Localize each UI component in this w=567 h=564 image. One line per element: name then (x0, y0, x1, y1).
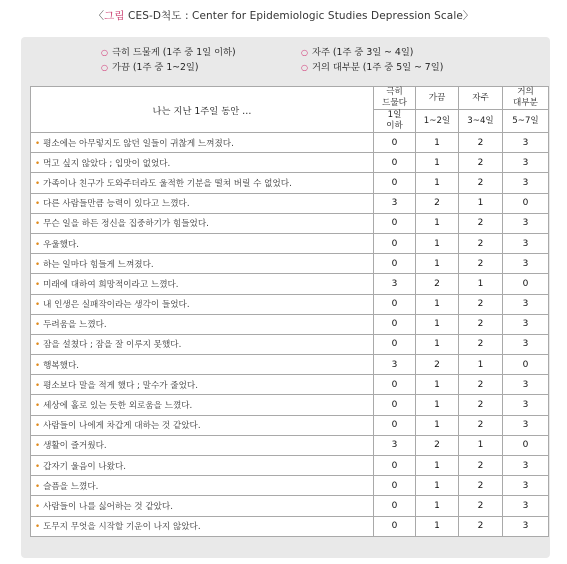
item-text: 다른 사람들만큼 능력이 있다고 느꼈다. (43, 199, 190, 210)
score-cell: 1 (416, 153, 459, 173)
item-text: 무슨 일을 하든 정신을 집중하기가 힘들었다. (43, 219, 209, 230)
score-cell: 1 (416, 395, 459, 415)
score-cell: 1 (416, 456, 459, 476)
figure-title (0, 8, 567, 23)
legend-label: 가끔 (1주 중 1~2일) (111, 62, 199, 73)
item-text: 먹고 싶지 않았다 ; 입맛이 없었다. (43, 158, 171, 169)
score-cell: 0 (374, 254, 416, 274)
bullet-icon: • (35, 380, 41, 391)
table-row (31, 476, 549, 496)
bullet-icon: ○ (101, 48, 108, 57)
item-cell (31, 476, 374, 496)
item-text: 생활이 즐거웠다. (43, 441, 107, 452)
score-cell: 3 (503, 375, 549, 395)
bullet-icon: • (35, 501, 41, 512)
item-cell (31, 415, 374, 435)
table-row (31, 516, 549, 536)
item-cell (31, 233, 374, 253)
score-cell: 0 (374, 516, 416, 536)
score-cell: 0 (503, 274, 549, 294)
bullet-icon: • (35, 158, 41, 169)
table-row (31, 173, 549, 193)
title-prefix: 〈 (93, 10, 105, 22)
table-row (31, 496, 549, 516)
score-cell: 1 (416, 476, 459, 496)
bullet-icon: • (35, 138, 41, 149)
score-cell: 0 (374, 173, 416, 193)
score-cell: 3 (503, 133, 549, 153)
legend-item-often (301, 44, 413, 58)
score-cell: 2 (459, 415, 503, 435)
score-cell: 3 (503, 153, 549, 173)
bullet-icon: • (35, 259, 41, 270)
score-cell: 2 (459, 294, 503, 314)
item-text: 행복했다. (43, 360, 80, 371)
score-cell: 2 (459, 173, 503, 193)
score-cell: 1 (416, 173, 459, 193)
score-cell: 0 (374, 375, 416, 395)
table-row (31, 355, 549, 375)
legend-item-mostly (301, 59, 443, 73)
score-cell: 2 (459, 476, 503, 496)
score-cell: 1 (416, 375, 459, 395)
table-row (31, 456, 549, 476)
item-text: 우울했다. (43, 239, 80, 250)
col-header-line: 극히 (386, 87, 403, 97)
score-cell: 2 (459, 314, 503, 334)
item-cell (31, 314, 374, 334)
score-cell: 2 (459, 213, 503, 233)
bullet-icon: • (35, 340, 41, 351)
score-cell: 2 (416, 193, 459, 213)
score-cell: 2 (416, 435, 459, 455)
item-cell (31, 133, 374, 153)
legend (101, 44, 501, 74)
legend-label: 극히 드물게 (1주 중 1일 이하) (111, 47, 236, 58)
score-cell: 1 (416, 294, 459, 314)
table-row (31, 415, 549, 435)
score-cell: 3 (503, 334, 549, 354)
score-cell: 3 (503, 173, 549, 193)
bullet-icon: • (35, 219, 41, 230)
score-cell: 1 (416, 415, 459, 435)
item-cell (31, 213, 374, 233)
bullet-icon: • (35, 522, 41, 533)
bullet-icon: ○ (301, 63, 308, 72)
days-line: 이하 (386, 121, 403, 131)
bullet-icon: ○ (101, 63, 108, 72)
item-cell (31, 153, 374, 173)
item-cell (31, 375, 374, 395)
score-cell: 3 (503, 294, 549, 314)
score-cell: 0 (374, 133, 416, 153)
bullet-icon: • (35, 360, 41, 371)
score-cell: 2 (459, 456, 503, 476)
score-cell: 1 (416, 496, 459, 516)
item-cell (31, 456, 374, 476)
table-row (31, 233, 549, 253)
score-cell: 0 (503, 435, 549, 455)
item-cell (31, 254, 374, 274)
score-cell: 0 (374, 476, 416, 496)
table-row (31, 294, 549, 314)
bullet-icon: • (35, 461, 41, 472)
item-cell (31, 395, 374, 415)
score-cell: 0 (503, 193, 549, 213)
score-cell: 1 (416, 334, 459, 354)
score-cell: 3 (503, 233, 549, 253)
score-cell: 3 (503, 456, 549, 476)
item-text: 사람들이 나를 싫어하는 것 같았다. (43, 501, 173, 512)
days-line: 1일 (387, 110, 402, 120)
col-header-rarely (374, 87, 416, 110)
score-cell: 1 (459, 193, 503, 213)
item-cell (31, 435, 374, 455)
item-cell (31, 173, 374, 193)
score-cell: 2 (459, 516, 503, 536)
col-header-often: 자주 (459, 87, 503, 110)
score-cell: 2 (459, 133, 503, 153)
score-cell: 3 (503, 395, 549, 415)
score-cell: 0 (374, 213, 416, 233)
score-cell: 0 (374, 496, 416, 516)
score-cell: 1 (416, 213, 459, 233)
title-text: CES-D척도 : Center for Epidemiologic Studies Depression Scale〉 (124, 10, 474, 22)
score-cell: 2 (459, 153, 503, 173)
score-cell: 1 (416, 314, 459, 334)
days-often: 3~4일 (459, 110, 503, 133)
header-main: 나는 지난 1주일 동안 … (31, 87, 374, 133)
table-row (31, 254, 549, 274)
bullet-icon: • (35, 320, 41, 331)
score-cell: 2 (416, 355, 459, 375)
score-cell: 2 (459, 395, 503, 415)
score-cell: 1 (416, 133, 459, 153)
score-cell: 3 (503, 254, 549, 274)
score-cell: 3 (503, 496, 549, 516)
score-cell: 3 (503, 314, 549, 334)
bullet-icon: • (35, 199, 41, 210)
score-cell: 1 (416, 516, 459, 536)
item-text: 평소보다 말을 적게 했다 ; 말수가 줄었다. (43, 380, 198, 391)
score-cell: 2 (459, 334, 503, 354)
bullet-icon: ○ (301, 48, 308, 57)
item-text: 사람들이 나에게 차갑게 대하는 것 같았다. (43, 421, 201, 432)
legend-item-rarely (101, 44, 236, 58)
item-cell (31, 516, 374, 536)
item-cell (31, 274, 374, 294)
score-cell: 0 (374, 415, 416, 435)
score-cell: 0 (374, 233, 416, 253)
score-cell: 1 (459, 435, 503, 455)
item-text: 슬픔을 느꼈다. (43, 481, 99, 492)
item-cell (31, 355, 374, 375)
bullet-icon: • (35, 421, 41, 432)
table-row (31, 334, 549, 354)
bullet-icon: • (35, 279, 41, 290)
score-cell: 3 (374, 274, 416, 294)
score-cell: 3 (374, 193, 416, 213)
bullet-icon: • (35, 300, 41, 311)
legend-item-sometimes (101, 59, 199, 73)
item-text: 세상에 홀로 있는 듯한 외로움을 느꼈다. (43, 401, 193, 412)
col-header-sometimes: 가끔 (416, 87, 459, 110)
table-row (31, 375, 549, 395)
days-mostly: 5~7일 (503, 110, 549, 133)
bullet-icon: • (35, 481, 41, 492)
score-cell: 2 (459, 496, 503, 516)
score-cell: 3 (503, 415, 549, 435)
score-cell: 3 (374, 435, 416, 455)
table-row (31, 193, 549, 213)
score-cell: 2 (416, 274, 459, 294)
item-cell (31, 334, 374, 354)
item-cell (31, 294, 374, 314)
table-row (31, 435, 549, 455)
score-cell: 0 (374, 294, 416, 314)
score-cell: 3 (503, 476, 549, 496)
item-text: 갑자기 울음이 나왔다. (43, 461, 126, 472)
table-row (31, 395, 549, 415)
col-header-line: 거의 (517, 87, 534, 97)
col-header-line: 대부분 (513, 98, 538, 108)
score-cell: 2 (459, 233, 503, 253)
title-accent: 그림 (104, 10, 125, 22)
item-text: 미래에 대하여 희망적이라고 느꼈다. (43, 279, 179, 290)
score-cell: 1 (459, 274, 503, 294)
bullet-icon: • (35, 239, 41, 250)
score-cell: 0 (374, 395, 416, 415)
item-text: 가족이나 친구가 도와주더라도 울적한 기분을 떨쳐 버릴 수 없었다. (43, 178, 292, 189)
score-cell: 3 (503, 516, 549, 536)
score-cell: 0 (374, 456, 416, 476)
score-cell: 0 (374, 314, 416, 334)
score-cell: 2 (459, 254, 503, 274)
score-cell: 1 (416, 254, 459, 274)
bullet-icon: • (35, 441, 41, 452)
score-cell: 0 (374, 153, 416, 173)
legend-label: 거의 대부분 (1주 중 5일 ~ 7일) (311, 62, 444, 73)
table-row (31, 314, 549, 334)
col-header-line: 드물다 (382, 98, 407, 108)
bullet-icon: • (35, 401, 41, 412)
table-row (31, 133, 549, 153)
table-row (31, 153, 549, 173)
item-cell (31, 193, 374, 213)
score-cell: 2 (459, 375, 503, 395)
item-text: 하는 일마다 힘들게 느껴졌다. (43, 259, 154, 270)
item-text: 내 인생은 실패작이라는 생각이 들었다. (43, 300, 190, 311)
score-cell: 3 (503, 213, 549, 233)
ces-d-table (30, 86, 549, 537)
legend-label: 자주 (1주 중 3일 ~ 4일) (311, 47, 414, 58)
item-text: 평소에는 아무렇지도 않던 일들이 귀찮게 느껴졌다. (43, 138, 234, 149)
days-sometimes: 1~2일 (416, 110, 459, 133)
days-rarely (374, 110, 416, 133)
item-text: 두려움을 느꼈다. (43, 320, 107, 331)
col-header-mostly (503, 87, 549, 110)
score-cell: 3 (374, 355, 416, 375)
item-text: 잠을 설쳤다 ; 잠을 잘 이루지 못했다. (43, 340, 182, 351)
bullet-icon: • (35, 178, 41, 189)
score-cell: 1 (416, 233, 459, 253)
item-text: 도무지 무엇을 시작할 기운이 나지 않았다. (43, 522, 201, 533)
item-cell (31, 496, 374, 516)
table-row (31, 213, 549, 233)
table-row (31, 274, 549, 294)
score-cell: 1 (459, 355, 503, 375)
score-cell: 0 (374, 334, 416, 354)
score-cell: 0 (503, 355, 549, 375)
